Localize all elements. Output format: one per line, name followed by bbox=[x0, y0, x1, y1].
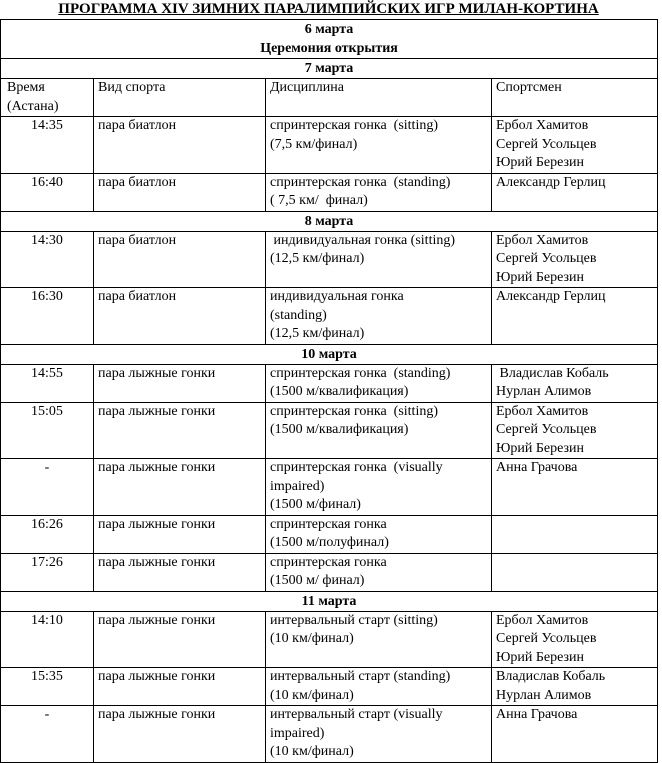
event-discipline bbox=[266, 706, 492, 763]
document-title: ПРОГРАММА XIV ЗИМНИХ ПАРАЛИМПИЙСКИХ ИГР МИЛАН-КОРТИНА bbox=[58, 1, 599, 17]
event-athletes bbox=[492, 288, 658, 345]
event-row bbox=[1, 173, 658, 211]
column-header-athletes: Спортсмен bbox=[492, 79, 658, 117]
event-discipline bbox=[266, 515, 492, 553]
athlete-name: Сергей Усольцев bbox=[496, 422, 597, 437]
athlete-name: Александр Герлиц bbox=[496, 174, 606, 190]
event-row bbox=[1, 515, 658, 553]
event-discipline bbox=[266, 668, 492, 706]
event-sport: пара биатлон bbox=[94, 288, 266, 345]
column-header-discipline: Дисциплина bbox=[266, 79, 492, 117]
athlete-name: Нурлан Алимов bbox=[496, 687, 592, 703]
opening-ceremony-label: Церемония открытия bbox=[260, 41, 398, 56]
event-discipline-line: ( 7,5 км/ финал) bbox=[270, 193, 368, 208]
event-time: 14:35 bbox=[1, 117, 94, 174]
event-discipline-line: (12,5 км/финал) bbox=[270, 326, 365, 341]
event-athletes bbox=[492, 515, 658, 553]
date-header-row bbox=[1, 211, 658, 231]
event-discipline-line: интервальный старт (standing) bbox=[270, 669, 451, 684]
date-header: 11 марта bbox=[1, 591, 658, 611]
opening-ceremony-cell bbox=[1, 20, 658, 59]
date-header: 10 марта bbox=[1, 344, 658, 364]
column-header-time bbox=[1, 79, 94, 117]
event-discipline-line: индивидуальная гонка (sitting) bbox=[270, 232, 456, 248]
event-discipline-line: (1500 м/полуфинал) bbox=[270, 535, 389, 550]
event-time: - bbox=[1, 706, 94, 763]
event-row bbox=[1, 117, 658, 174]
event-discipline bbox=[266, 553, 492, 591]
athlete-name: Ербол Хамитов bbox=[496, 232, 589, 248]
schedule-body bbox=[1, 20, 658, 763]
athlete-name: Юрий Березин bbox=[496, 649, 585, 665]
event-time: 16:40 bbox=[1, 173, 94, 211]
event-sport: пара лыжные гонки bbox=[94, 553, 266, 591]
event-time: 15:35 bbox=[1, 668, 94, 706]
athlete-name: Сергей Усольцев bbox=[496, 251, 597, 266]
event-time: - bbox=[1, 459, 94, 516]
athlete-name: Юрий Березин bbox=[496, 269, 585, 285]
event-discipline bbox=[266, 611, 492, 668]
event-row bbox=[1, 459, 658, 516]
athlete-name: Владислав Кобаль bbox=[496, 365, 609, 381]
event-athletes bbox=[492, 173, 658, 211]
event-sport: пара биатлон bbox=[94, 231, 266, 288]
event-time: 16:26 bbox=[1, 515, 94, 553]
event-sport: пара лыжные гонки bbox=[94, 515, 266, 553]
date-header-row bbox=[1, 591, 658, 611]
event-discipline-line: спринтерская гонка (standing) bbox=[270, 365, 451, 381]
event-discipline-line: (10 км/финал) bbox=[270, 744, 354, 759]
event-sport: пара лыжные гонки bbox=[94, 706, 266, 763]
event-discipline-line: спринтерская гонка (sitting) bbox=[270, 403, 438, 419]
event-discipline bbox=[266, 117, 492, 174]
athlete-name: Нурлан Алимов bbox=[496, 384, 592, 399]
date-header: 8 марта bbox=[1, 211, 658, 231]
athlete-name: Ербол Хамитов bbox=[496, 612, 589, 628]
event-discipline bbox=[266, 364, 492, 402]
opening-ceremony-row bbox=[1, 20, 658, 59]
event-discipline-line: (standing) bbox=[270, 307, 327, 323]
event-row bbox=[1, 553, 658, 591]
event-discipline-line: интервальный старт (sitting) bbox=[270, 612, 438, 628]
athlete-name: Сергей Усольцев bbox=[496, 136, 597, 152]
event-sport: пара биатлон bbox=[94, 117, 266, 174]
event-time: 14:30 bbox=[1, 231, 94, 288]
event-discipline-line: impaired) bbox=[270, 478, 325, 494]
event-row bbox=[1, 668, 658, 706]
column-header-time-line: Время bbox=[7, 80, 45, 95]
athlete-name: Анна Грачова bbox=[496, 707, 578, 722]
event-discipline-line: (10 км/финал) bbox=[270, 631, 354, 646]
event-discipline bbox=[266, 402, 492, 459]
event-row bbox=[1, 364, 658, 402]
event-discipline-line: (1500 м/финал) bbox=[270, 497, 361, 512]
date-header-row bbox=[1, 344, 658, 364]
event-athletes bbox=[492, 611, 658, 668]
event-discipline-line: индивидуальная гонка bbox=[270, 289, 404, 304]
event-athletes bbox=[492, 231, 658, 288]
event-discipline-line: интервальный старт (visually bbox=[270, 707, 443, 722]
event-row bbox=[1, 288, 658, 345]
athlete-name: Анна Грачова bbox=[496, 460, 578, 475]
date-header: 7 марта bbox=[1, 59, 658, 79]
event-discipline bbox=[266, 231, 492, 288]
event-time: 14:55 bbox=[1, 364, 94, 402]
date-header-row bbox=[1, 59, 658, 79]
event-discipline bbox=[266, 459, 492, 516]
athlete-name: Юрий Березин bbox=[496, 440, 585, 456]
event-sport: пара лыжные гонки bbox=[94, 668, 266, 706]
event-athletes bbox=[492, 668, 658, 706]
event-discipline-line: спринтерская гонка (visually bbox=[270, 460, 443, 475]
event-row bbox=[1, 402, 658, 459]
event-discipline-line: (7,5 км/финал) bbox=[270, 136, 358, 152]
event-discipline-line: (1500 м/квалификация) bbox=[270, 384, 409, 399]
athlete-name: Ербол Хамитов bbox=[496, 403, 589, 419]
event-sport: пара биатлон bbox=[94, 173, 266, 211]
column-header-row bbox=[1, 79, 658, 117]
schedule-table bbox=[0, 19, 658, 763]
event-sport: пара лыжные гонки bbox=[94, 402, 266, 459]
event-time: 14:10 bbox=[1, 611, 94, 668]
athlete-name: Юрий Березин bbox=[496, 155, 585, 170]
event-discipline bbox=[266, 288, 492, 345]
event-time: 15:05 bbox=[1, 402, 94, 459]
event-time: 17:26 bbox=[1, 553, 94, 591]
event-discipline-line: impaired) bbox=[270, 725, 325, 741]
event-sport: пара лыжные гонки bbox=[94, 364, 266, 402]
event-discipline-line: спринтерская гонка (standing) bbox=[270, 174, 451, 190]
event-row bbox=[1, 706, 658, 763]
event-row bbox=[1, 231, 658, 288]
event-discipline-line: (10 км/финал) bbox=[270, 687, 354, 703]
column-header-sport: Вид спорта bbox=[94, 79, 266, 117]
event-discipline bbox=[266, 173, 492, 211]
event-athletes bbox=[492, 706, 658, 763]
event-discipline-line: спринтерская гонка bbox=[270, 516, 387, 532]
event-discipline-line: (1500 м/квалификация) bbox=[270, 422, 409, 437]
event-athletes bbox=[492, 459, 658, 516]
athlete-name: Сергей Усольцев bbox=[496, 631, 597, 646]
opening-date: 6 марта bbox=[304, 22, 354, 37]
event-athletes bbox=[492, 402, 658, 459]
event-athletes bbox=[492, 364, 658, 402]
event-sport: пара лыжные гонки bbox=[94, 459, 266, 516]
column-header-time-line: (Астана) bbox=[7, 98, 59, 114]
athlete-name: Ербол Хамитов bbox=[496, 118, 589, 133]
event-sport: пара лыжные гонки bbox=[94, 611, 266, 668]
event-athletes bbox=[492, 553, 658, 591]
event-athletes bbox=[492, 117, 658, 174]
event-time: 16:30 bbox=[1, 288, 94, 345]
event-row bbox=[1, 611, 658, 668]
athlete-name: Владислав Кобаль bbox=[496, 669, 606, 684]
event-discipline-line: спринтерская гонка bbox=[270, 554, 387, 570]
athlete-name: Александр Герлиц bbox=[496, 289, 606, 304]
event-discipline-line: (1500 м/ финал) bbox=[270, 573, 365, 588]
event-discipline-line: спринтерская гонка (sitting) bbox=[270, 118, 438, 133]
event-discipline-line: (12,5 км/финал) bbox=[270, 251, 365, 266]
